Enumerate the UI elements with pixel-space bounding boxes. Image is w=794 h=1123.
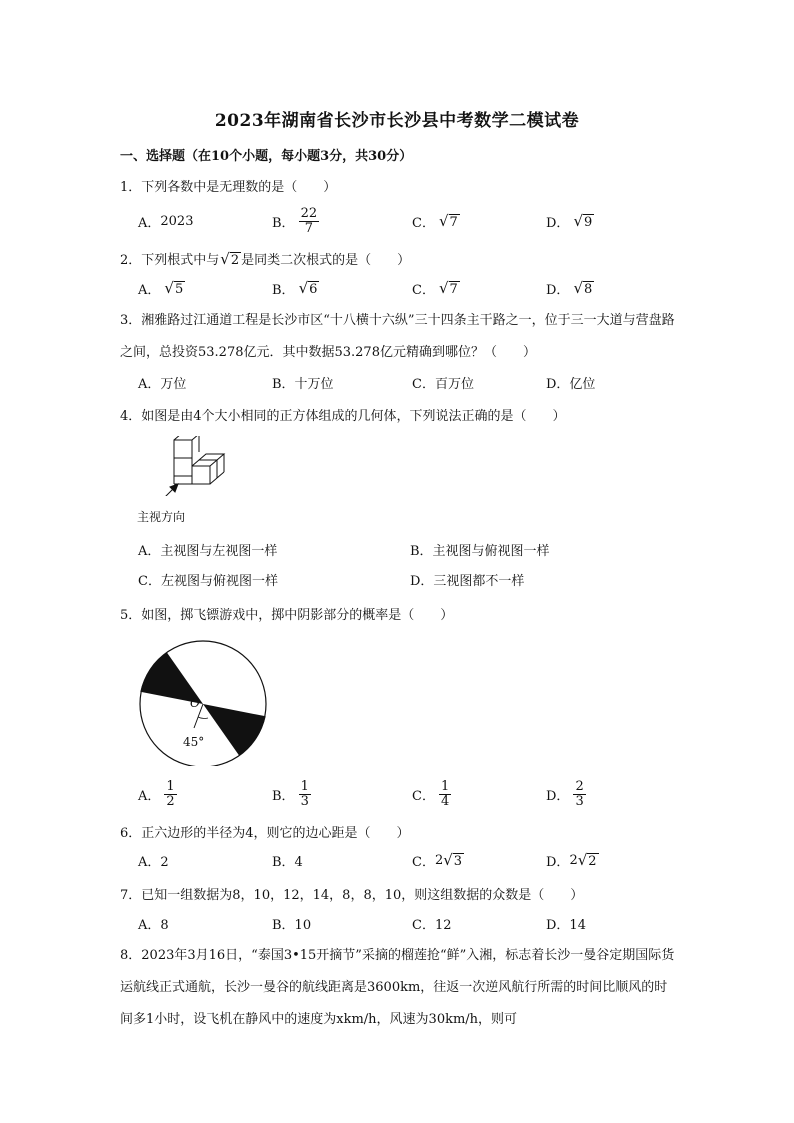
question-1-options bbox=[138, 206, 698, 236]
q1-option-d[interactable]: D． √ 9 bbox=[546, 212, 593, 231]
cube-figure bbox=[150, 436, 240, 496]
radical: √ 2 bbox=[220, 249, 240, 268]
q1-option-c[interactable]: C． √ 7 bbox=[412, 212, 458, 231]
q2-option-a[interactable]: A． √ 5 bbox=[138, 279, 184, 298]
figure-label-front-view: 主视方向 bbox=[137, 510, 186, 524]
q5-option-d[interactable]: D． $\frac{2}{3}$ bbox=[546, 778, 584, 809]
question-5-options bbox=[138, 776, 698, 812]
q7-option-d[interactable]: D．14 bbox=[546, 917, 586, 933]
q7-option-a[interactable]: A．8 bbox=[138, 917, 169, 933]
q6-option-d[interactable]: D． 2 √ 2 bbox=[546, 851, 597, 870]
section-heading: 一、选择题（在10个小题，每小题3分，共30分） bbox=[120, 149, 413, 164]
q1-option-a[interactable]: A． 2023 bbox=[138, 213, 194, 231]
q6-option-c[interactable]: C． 2 √ 3 bbox=[412, 851, 463, 870]
q3-option-b[interactable]: B．十万位 bbox=[272, 376, 334, 392]
angle-label: 45° bbox=[183, 735, 205, 749]
q1-option-b[interactable]: B． $\frac{22}{7}$ bbox=[272, 205, 318, 236]
question-3-text: 3．湘雅路过江通道工程是长沙市区“十八横十六纵”三十四条主干路之一，位于三一大道与营盘路之间，总投资53.278亿元．其中数据53.278亿元精确到哪位？（ ） bbox=[120, 313, 675, 360]
question-6-text: 6．正六边形的半径为4，则它的边心距是（ ） bbox=[120, 826, 410, 841]
question-4-text: 4．如图是由4个大小相同的正方体组成的几何体，下列说法正确的是（ ） bbox=[120, 409, 566, 424]
q2-option-c[interactable]: C． √ 7 bbox=[412, 279, 458, 298]
question-5-text: 5．如图，掷飞镖游戏中，掷中阴影部分的概率是（ ） bbox=[120, 608, 454, 623]
question-7-options bbox=[138, 908, 698, 938]
q4-option-b[interactable]: B．主视图与俯视图一样 bbox=[410, 543, 550, 559]
question-7-text: 7．已知一组数据为8，10，12，14，8，8，10，则这组数据的众数是（ ） bbox=[120, 888, 584, 903]
question-2-text: 2．下列根式中与 √ 2 是同类二次根式的是（ ） bbox=[120, 249, 411, 268]
q3-option-a[interactable]: A．万位 bbox=[138, 376, 187, 392]
q7-option-b[interactable]: B．10 bbox=[272, 917, 312, 933]
q5-option-c[interactable]: C． $\frac{1}{4}$ bbox=[412, 778, 450, 809]
center-label: O bbox=[190, 696, 200, 710]
q2-option-b[interactable]: B． √ 6 bbox=[272, 279, 318, 298]
question-2-options bbox=[138, 273, 698, 303]
fraction: $\frac{22}{7}$ bbox=[300, 205, 318, 236]
question-8-text: 8．2023年3月16日，“泰国3•15开摘节”采摘的榴莲抢“鲜”入湘，标志着长沙一曼谷定期国际货运航线正式通航，长沙一曼谷的航线距离是3600km，往返一次逆风航行所需的时间比顺风的时间多1小时，设飞机在静风中的速度为xkm/h，风速为30km/h，则可 bbox=[120, 948, 675, 1027]
question-4-options-row2 bbox=[138, 564, 698, 594]
q6-option-a[interactable]: A．2 bbox=[138, 854, 169, 870]
page-title: 2023年湖南省长沙市长沙县中考数学二模试卷 bbox=[214, 111, 580, 131]
q4-option-d[interactable]: D．三视图都不一样 bbox=[410, 573, 525, 589]
radical: √ 9 bbox=[573, 212, 593, 230]
q5-option-b[interactable]: B． $\frac{1}{3}$ bbox=[272, 778, 309, 809]
radical: √ 7 bbox=[438, 212, 458, 230]
q3-option-c[interactable]: C．百万位 bbox=[412, 376, 474, 392]
q4-option-a[interactable]: A．主视图与左视图一样 bbox=[138, 543, 278, 559]
question-4-options bbox=[138, 534, 698, 564]
question-1-text: 1．下列各数中是无理数的是（ ） bbox=[120, 180, 337, 195]
q4-option-c[interactable]: C．左视图与俯视图一样 bbox=[138, 573, 278, 589]
question-3-options bbox=[138, 367, 698, 397]
q7-option-c[interactable]: C．12 bbox=[412, 917, 452, 933]
q3-option-d[interactable]: D．亿位 bbox=[546, 376, 596, 392]
q5-option-a[interactable]: A． $\frac{1}{2}$ bbox=[138, 778, 175, 809]
q6-option-b[interactable]: B．4 bbox=[272, 854, 303, 870]
q2-option-d[interactable]: D． √ 8 bbox=[546, 279, 593, 298]
question-6-options bbox=[138, 845, 698, 875]
